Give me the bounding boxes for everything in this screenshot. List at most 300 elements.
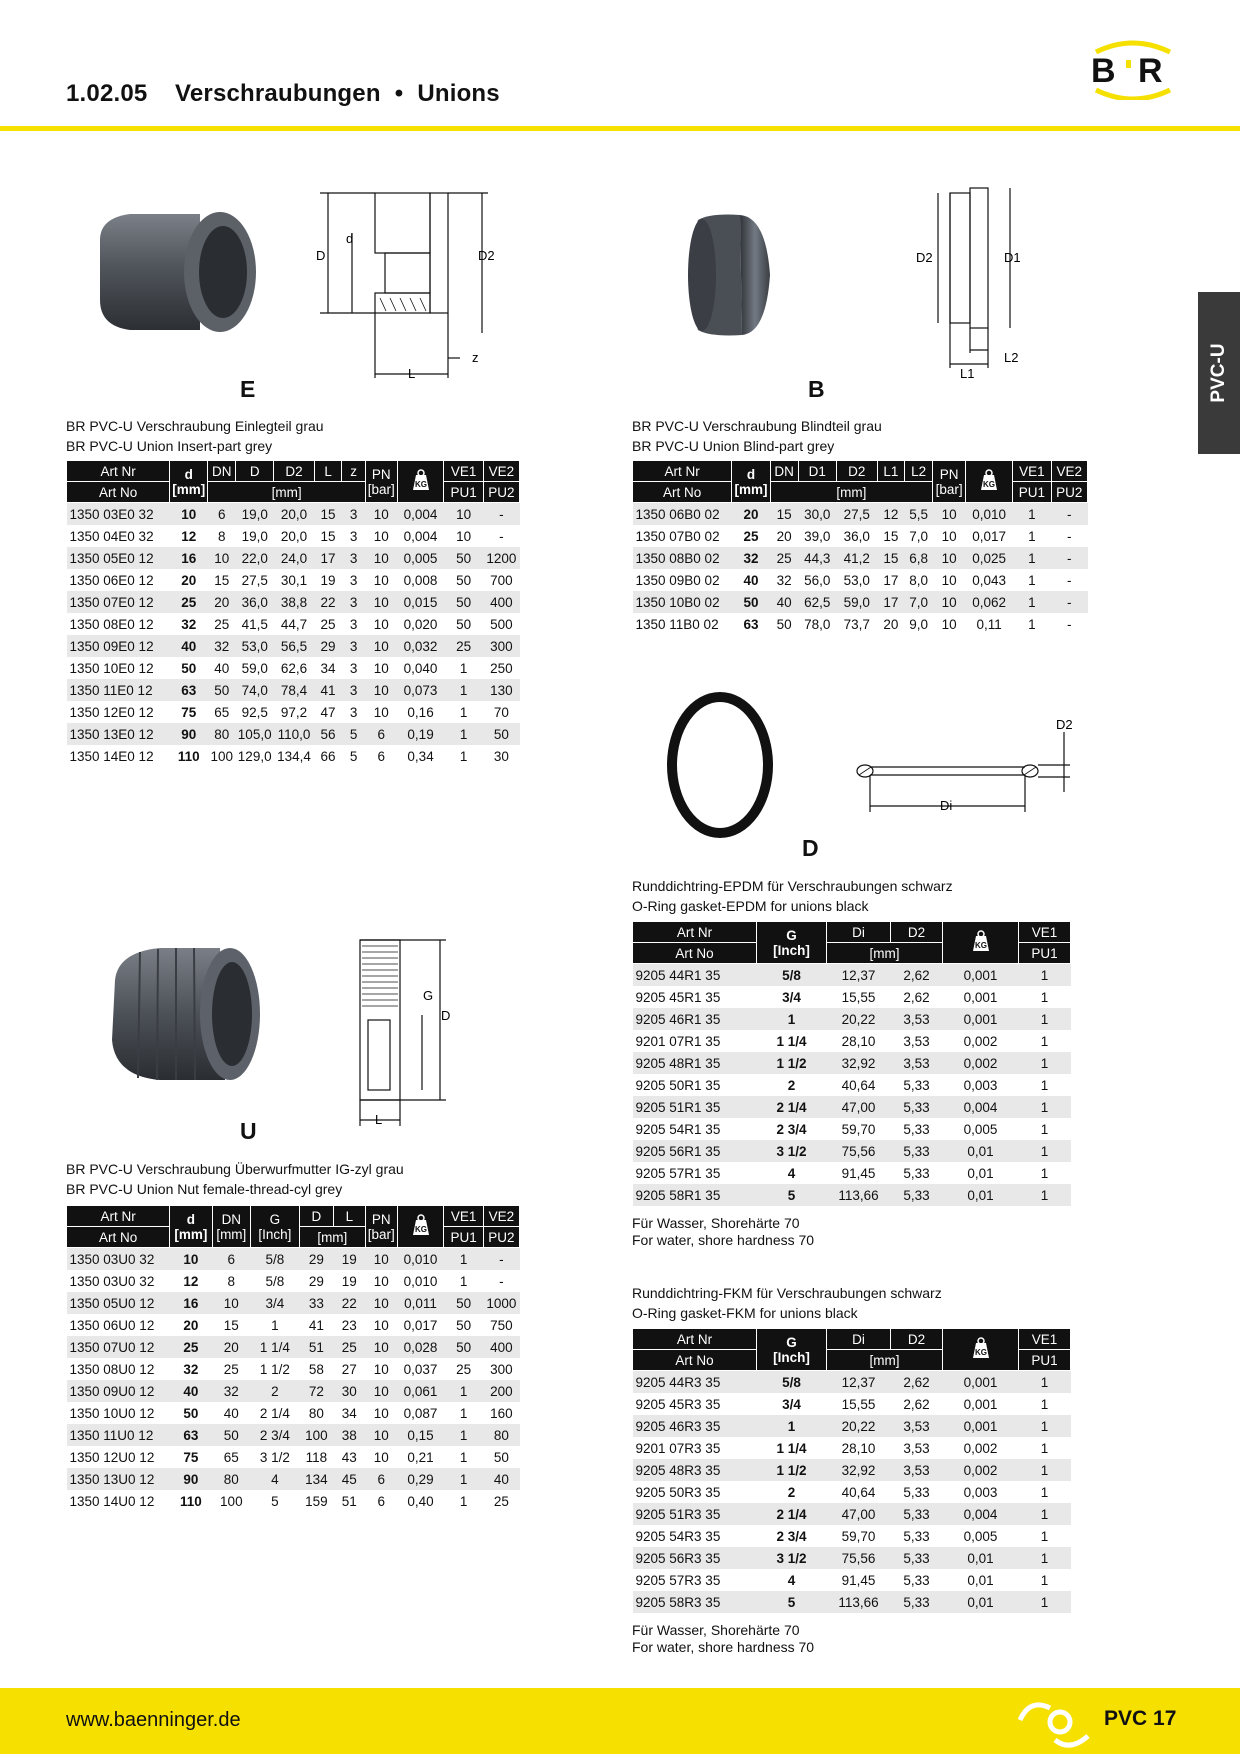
table-row xyxy=(633,1074,1071,1096)
table-cell: 20 xyxy=(776,528,792,544)
note-fkm-en: For water, shore hardness 70 xyxy=(632,1639,815,1655)
table-cell: 50 xyxy=(444,547,483,569)
col-ve1: VE1 xyxy=(1019,1329,1071,1350)
col-L: L xyxy=(314,461,342,482)
cell-art-nr: 9205 51R1 35 xyxy=(633,1096,757,1118)
table-cell: 0,010 xyxy=(403,1273,438,1289)
table-cell: 51 xyxy=(341,1493,357,1509)
table-cell: 0,062 xyxy=(966,591,1013,613)
table-cell: 3 1/2 xyxy=(757,1140,827,1162)
table-cell: 10 xyxy=(933,547,966,569)
table-cell: 22 xyxy=(333,1292,365,1314)
cell-art-nr: 9205 46R3 35 xyxy=(633,1415,757,1437)
table-row xyxy=(633,569,1088,591)
table-cell: 3 xyxy=(342,591,365,613)
col-art-no: Art No xyxy=(633,482,732,503)
table-cell: 10 xyxy=(941,528,957,544)
table-cell: 50 xyxy=(483,723,519,745)
table-cell: 2 xyxy=(787,1077,796,1093)
table-cell: 20 xyxy=(181,572,197,588)
label-D1-b: D1 xyxy=(1004,250,1021,265)
table-cell: 100 xyxy=(220,1493,243,1509)
col-pn: PN [bar] xyxy=(365,1206,397,1248)
col-art-nr: Art Nr xyxy=(633,922,757,943)
col-d2: D2 xyxy=(891,1329,943,1350)
table-row xyxy=(633,1547,1071,1569)
table-cell: 50 xyxy=(493,1449,509,1465)
table-row xyxy=(67,723,520,745)
table-cell: 0,017 xyxy=(403,1317,438,1333)
table-cell: 5,33 xyxy=(903,1165,930,1181)
table-cell: 1 xyxy=(459,1273,468,1289)
union-nut-drawing xyxy=(340,930,490,1130)
table-cell: 400 xyxy=(483,591,519,613)
table-cell: 1 xyxy=(1019,1140,1071,1162)
cell-art-nr: 1350 10B0 02 xyxy=(633,591,732,613)
col-dn: DN xyxy=(208,461,236,482)
table-cell: 10 xyxy=(365,679,397,701)
table-cell: 0,34 xyxy=(407,748,434,764)
table-cell: 129,0 xyxy=(237,748,272,764)
table-row xyxy=(633,1437,1071,1459)
table-cell: 10 xyxy=(373,1317,389,1333)
table-cell: 0,037 xyxy=(403,1361,438,1377)
table-cell: 1 xyxy=(1028,572,1036,588)
o-ring-photo xyxy=(660,690,780,840)
table-cell: 10 xyxy=(373,660,389,676)
table-cell: 1 xyxy=(1040,1033,1049,1049)
caption-u-de: BR PVC-U Verschraubung Überwurfmutter IG-zyl grau xyxy=(66,1161,404,1177)
label-L1-b: L1 xyxy=(960,366,975,381)
table-cell: 1 xyxy=(1040,1440,1049,1456)
table-cell: 4 xyxy=(787,1572,796,1588)
table-cell: 50 xyxy=(181,660,197,676)
table-cell: 2,62 xyxy=(903,1396,930,1412)
table-cell: 3/4 xyxy=(782,989,801,1005)
table-cell: 8 xyxy=(217,528,226,544)
cell-art-nr: 1350 08B0 02 xyxy=(633,547,732,569)
col-pu2: PU2 xyxy=(483,482,519,503)
weight-icon xyxy=(943,1329,1019,1371)
table-cell: 5 xyxy=(757,1591,827,1613)
table-fkm xyxy=(632,1328,1071,1613)
col-ve2: VE2 xyxy=(1051,461,1087,482)
table-cell: 20 xyxy=(732,503,770,526)
table-cell: 0,028 xyxy=(397,1336,444,1358)
table-cell: 5 xyxy=(342,723,365,745)
table-cell: 50 xyxy=(732,591,770,613)
table-cell: 53,0 xyxy=(236,635,274,657)
table-cell: 0,008 xyxy=(403,572,438,588)
table-cell: 1 xyxy=(444,1248,483,1271)
table-cell: 3 xyxy=(342,547,365,569)
table-cell: 1 xyxy=(1040,1121,1049,1137)
cell-art-nr: 1350 08U0 12 xyxy=(69,1361,155,1377)
table-cell: 10 xyxy=(933,503,966,526)
table-row xyxy=(67,591,520,613)
svg-text:KG: KG xyxy=(414,1225,427,1234)
cell-art-nr: 1350 14E0 12 xyxy=(69,748,154,764)
table-cell: 3,53 xyxy=(903,1033,930,1049)
svg-text:R: R xyxy=(1138,52,1163,90)
table-cell: 6 xyxy=(212,1248,250,1271)
cell-art-nr: 1350 10U0 12 xyxy=(69,1405,155,1421)
table-cell: 41 xyxy=(314,679,342,701)
table-cell: 1 xyxy=(1028,616,1036,632)
table-cell: 10 xyxy=(170,1248,213,1271)
table-row xyxy=(67,1424,520,1446)
table-cell: 25 xyxy=(333,1336,365,1358)
table-cell: 0,040 xyxy=(403,660,438,676)
table-cell: 0,001 xyxy=(963,989,998,1005)
table-cell: 10 xyxy=(933,591,966,613)
table-cell: 1 xyxy=(444,1380,483,1402)
table-cell: 90 xyxy=(170,723,208,745)
col-art-no: Art No xyxy=(67,482,170,503)
table-cell: 50 xyxy=(444,591,483,613)
table-cell: 10 xyxy=(373,1449,389,1465)
table-row xyxy=(67,613,520,635)
caption-e-en: BR PVC-U Union Insert-part grey xyxy=(66,438,273,454)
table-cell: 1 xyxy=(444,679,483,701)
table-cell: 19 xyxy=(333,1248,365,1271)
table-row xyxy=(633,1481,1071,1503)
table-cell: 40 xyxy=(170,1380,213,1402)
table-row xyxy=(67,525,520,547)
table-cell: 3 1/2 xyxy=(259,1449,290,1465)
table-cell: 8 xyxy=(227,1273,236,1289)
table-row xyxy=(67,1358,520,1380)
table-cell: 65 xyxy=(214,704,230,720)
title-en: Unions xyxy=(417,80,500,107)
table-cell: 4 xyxy=(250,1468,299,1490)
table-cell: 9,0 xyxy=(909,616,929,632)
table-row xyxy=(633,1030,1071,1052)
cell-art-nr: 1350 09E0 12 xyxy=(67,635,170,657)
table-cell: 38,8 xyxy=(274,591,314,613)
table-row xyxy=(633,1569,1071,1591)
table-cell: 75 xyxy=(183,1449,199,1465)
table-cell: - xyxy=(483,503,519,526)
table-cell: 1 xyxy=(459,1449,468,1465)
table-cell: 32 xyxy=(732,547,770,569)
col-pn: PN [bar] xyxy=(933,461,966,503)
col-D2: D2 xyxy=(836,461,877,482)
table-row xyxy=(633,964,1071,987)
table-cell: 1 1/4 xyxy=(776,1440,807,1456)
table-cell: 29 xyxy=(299,1248,333,1271)
table-cell: 0,073 xyxy=(397,679,444,701)
cell-art-nr: 1350 13E0 12 xyxy=(67,723,170,745)
table-cell: 3 xyxy=(349,660,358,676)
col-unit-mm: [mm] xyxy=(827,1350,943,1371)
blind-part-photo xyxy=(680,205,790,345)
table-cell: 3,53 xyxy=(903,1440,930,1456)
table-cell: 20 xyxy=(883,616,899,632)
caption-e-de: BR PVC-U Verschraubung Einlegteil grau xyxy=(66,418,324,434)
table-cell: 1 xyxy=(444,1424,483,1446)
table-cell: 110,0 xyxy=(274,723,314,745)
product-letter-d: D xyxy=(802,835,819,861)
col-pu1: PU1 xyxy=(1019,943,1071,964)
table-cell: 113,66 xyxy=(827,1591,891,1613)
o-ring-drawing xyxy=(850,712,1090,822)
table-cell: 5/8 xyxy=(265,1273,285,1289)
table-cell: 0,001 xyxy=(943,1371,1019,1394)
table-row xyxy=(633,1162,1071,1184)
table-cell: 15 xyxy=(877,547,905,569)
cell-art-nr: 1350 11E0 12 xyxy=(67,679,170,701)
table-cell: 1 xyxy=(1019,1096,1071,1118)
table-cell: 0,004 xyxy=(943,1503,1019,1525)
table-cell: 51 xyxy=(299,1336,333,1358)
caption-fkm-en: O-Ring gasket-FKM for unions black xyxy=(632,1305,858,1321)
table-cell: 62,6 xyxy=(280,660,308,676)
table-row xyxy=(67,701,520,723)
table-cell: 3,53 xyxy=(891,1052,943,1074)
table-cell: 1 xyxy=(1019,1008,1071,1030)
caption-b-en: BR PVC-U Union Blind-part grey xyxy=(632,438,835,454)
table-cell: 3 xyxy=(349,616,358,632)
table-cell: 12 xyxy=(181,528,197,544)
page-title xyxy=(66,80,500,108)
website-link[interactable]: www.baenninger.de xyxy=(66,1709,241,1731)
table-cell: 53,0 xyxy=(843,572,870,588)
table-cell: 0,002 xyxy=(963,1033,998,1049)
table-cell: 5,33 xyxy=(891,1096,943,1118)
cell-art-nr: 9205 56R3 35 xyxy=(633,1547,757,1569)
col-L: L xyxy=(333,1206,365,1227)
table-cell: 70 xyxy=(493,704,509,720)
footer-logo-mark xyxy=(1010,1690,1100,1754)
table-cell: 1 xyxy=(1019,1415,1071,1437)
table-cell: 2 1/4 xyxy=(259,1405,290,1421)
table-cell: 20,0 xyxy=(280,528,308,544)
col-ve1: VE1 xyxy=(444,461,483,482)
table-cell: 32,92 xyxy=(827,1459,891,1481)
table-cell: 500 xyxy=(490,616,513,632)
product-letter-u: U xyxy=(240,1118,257,1144)
table-cell: 2,62 xyxy=(891,1371,943,1394)
table-cell: 50 xyxy=(456,1317,472,1333)
cell-art-nr: 1350 09B0 02 xyxy=(635,572,720,588)
table-cell: 1 1/2 xyxy=(259,1361,290,1377)
label-L: L xyxy=(408,366,416,381)
table-cell: 0,061 xyxy=(397,1380,444,1402)
table-row xyxy=(633,1008,1071,1030)
table-cell: 0,004 xyxy=(397,503,444,526)
table-cell: 17 xyxy=(883,572,899,588)
table-cell: 1 1/4 xyxy=(776,1033,807,1049)
col-D2: D2 xyxy=(274,461,314,482)
table-cell: 700 xyxy=(490,572,513,588)
table-e xyxy=(66,460,520,767)
cell-art-nr: 9205 56R1 35 xyxy=(633,1140,757,1162)
table-cell: 15,55 xyxy=(841,1396,876,1412)
table-cell: 44,7 xyxy=(280,616,308,632)
table-cell: 6,8 xyxy=(905,547,933,569)
table-cell: 72 xyxy=(299,1380,333,1402)
cell-art-nr: 1350 13U0 12 xyxy=(67,1468,170,1490)
label-L2-b: L2 xyxy=(1004,350,1019,365)
table-cell: - xyxy=(1051,547,1087,569)
label-D: D xyxy=(316,248,326,263)
table-cell: 75 xyxy=(181,704,197,720)
cell-art-nr: 9205 45R3 35 xyxy=(635,1396,721,1412)
table-cell: 25 xyxy=(320,616,336,632)
table-cell: 4 xyxy=(787,1165,796,1181)
table-cell: 3,53 xyxy=(891,1008,943,1030)
table-cell: 1 xyxy=(1013,547,1051,569)
table-cell: 400 xyxy=(483,1336,519,1358)
label-z: z xyxy=(472,350,479,365)
table-cell: 160 xyxy=(490,1405,513,1421)
caption-b-de: BR PVC-U Verschraubung Blindteil grau xyxy=(632,418,882,434)
table-cell: 10 xyxy=(365,547,397,569)
col-unit-mm: [mm] xyxy=(770,482,932,503)
table-row xyxy=(67,1336,520,1358)
table-cell: 3 xyxy=(349,572,358,588)
table-cell: 0,025 xyxy=(966,547,1013,569)
table-cell: 0,15 xyxy=(397,1424,444,1446)
svg-text:KG: KG xyxy=(974,941,987,950)
table-cell: 0,29 xyxy=(397,1468,444,1490)
col-unit-mm: [mm] xyxy=(827,943,943,964)
col-d: d [mm] xyxy=(732,461,770,503)
table-row xyxy=(633,1118,1071,1140)
table-cell: 74,0 xyxy=(236,679,274,701)
table-cell: 24,0 xyxy=(274,547,314,569)
svg-text:B: B xyxy=(1091,52,1116,90)
cell-art-nr: 1350 07B0 02 xyxy=(635,528,720,544)
col-art-no: Art No xyxy=(633,943,757,964)
table-cell: 1 xyxy=(1040,1165,1049,1181)
table-cell: 19 xyxy=(341,1273,357,1289)
table-cell: 65 xyxy=(223,1449,239,1465)
table-cell: 62,5 xyxy=(798,591,836,613)
table-cell: 20 xyxy=(183,1317,199,1333)
cell-art-nr: 9205 50R1 35 xyxy=(635,1077,721,1093)
cell-art-nr: 1350 03U0 32 xyxy=(69,1273,155,1289)
table-cell: 0,01 xyxy=(943,1591,1019,1613)
table-cell: 12,37 xyxy=(827,964,891,987)
table-cell: 0,087 xyxy=(403,1405,438,1421)
table-cell: 50 xyxy=(212,1424,250,1446)
table-cell: 7,0 xyxy=(909,528,929,544)
table-cell: 32 xyxy=(181,616,197,632)
col-di: Di xyxy=(827,922,891,943)
table-cell: 10 xyxy=(444,503,483,526)
weight-icon xyxy=(397,1206,444,1248)
col-D: D xyxy=(299,1206,333,1227)
table-cell: 50 xyxy=(183,1405,199,1421)
col-g: G [Inch] xyxy=(757,1329,827,1371)
table-cell: 34 xyxy=(341,1405,357,1421)
cell-art-nr: 1350 03E0 32 xyxy=(67,503,170,526)
table-cell: 40 xyxy=(223,1405,239,1421)
table-row xyxy=(633,1525,1071,1547)
table-cell: 10 xyxy=(365,1380,397,1402)
table-cell: 45 xyxy=(333,1468,365,1490)
label-d: d xyxy=(346,231,354,246)
table-cell: 1 xyxy=(757,1008,827,1030)
cell-art-nr: 1350 12U0 12 xyxy=(69,1449,155,1465)
table-row xyxy=(67,1248,520,1271)
table-cell: 63 xyxy=(743,616,759,632)
table-epdm xyxy=(632,921,1071,1206)
weight-icon xyxy=(943,922,1019,964)
svg-text:KG: KG xyxy=(983,480,996,489)
table-row xyxy=(633,591,1088,613)
table-cell: 19 xyxy=(320,572,336,588)
cell-art-nr: 1350 03U0 32 xyxy=(67,1248,170,1271)
table-cell: 1 xyxy=(1019,1459,1071,1481)
blind-part-drawing xyxy=(900,178,1040,388)
col-pu1: PU1 xyxy=(1019,1350,1071,1371)
table-row xyxy=(633,613,1088,635)
table-row xyxy=(67,569,520,591)
table-cell: 56,5 xyxy=(274,635,314,657)
table-cell: 47 xyxy=(320,704,336,720)
table-cell: 0,19 xyxy=(397,723,444,745)
col-D: D xyxy=(236,461,274,482)
table-cell: 5,33 xyxy=(903,1121,930,1137)
table-row xyxy=(67,1468,520,1490)
table-cell: 2 3/4 xyxy=(776,1121,807,1137)
col-pu1: PU1 xyxy=(444,1227,483,1248)
table-cell: 0,002 xyxy=(963,1440,998,1456)
table-cell: 1 xyxy=(1019,1591,1071,1613)
section-number: 1.02.05 xyxy=(66,80,148,107)
table-cell: 6 xyxy=(377,1493,385,1509)
table-row xyxy=(633,1503,1071,1525)
table-cell: 41,5 xyxy=(241,616,268,632)
table-cell: 0,043 xyxy=(972,572,1007,588)
table-cell: 0,01 xyxy=(943,1547,1019,1569)
table-row xyxy=(633,547,1088,569)
table-cell: 19,0 xyxy=(236,503,274,526)
table-cell: 5/8 xyxy=(757,1371,827,1394)
table-cell: 10 xyxy=(373,572,389,588)
table-cell: - xyxy=(1067,528,1072,544)
table-cell: 10 xyxy=(365,635,397,657)
cell-art-nr: 9205 58R3 35 xyxy=(633,1591,757,1613)
table-cell: 100 xyxy=(210,748,233,764)
table-cell: 110 xyxy=(177,748,200,764)
weight-icon xyxy=(397,461,444,503)
col-ve2: VE2 xyxy=(483,1206,519,1227)
table-cell: 0,16 xyxy=(407,704,434,720)
table-cell: 1 xyxy=(1013,503,1051,526)
table-cell: 0,001 xyxy=(943,964,1019,987)
table-cell: 29 xyxy=(314,635,342,657)
side-tab[interactable]: PVC-U xyxy=(1198,292,1240,454)
table-cell: 3 xyxy=(349,528,358,544)
table-cell: 63 xyxy=(170,679,208,701)
col-ve1: VE1 xyxy=(1013,461,1051,482)
table-cell: 58 xyxy=(308,1361,324,1377)
table-cell: 15 xyxy=(770,503,798,526)
cell-art-nr: 9205 54R1 35 xyxy=(635,1121,721,1137)
table-cell: 200 xyxy=(483,1380,519,1402)
col-art-nr: Art Nr xyxy=(67,1206,170,1227)
cell-art-nr: 1350 14U0 12 xyxy=(69,1493,155,1509)
col-z: z xyxy=(342,461,365,482)
table-cell: 3 1/2 xyxy=(757,1547,827,1569)
table-cell: 10 xyxy=(208,547,236,569)
table-cell: 10 xyxy=(373,1361,389,1377)
table-cell: 22,0 xyxy=(236,547,274,569)
